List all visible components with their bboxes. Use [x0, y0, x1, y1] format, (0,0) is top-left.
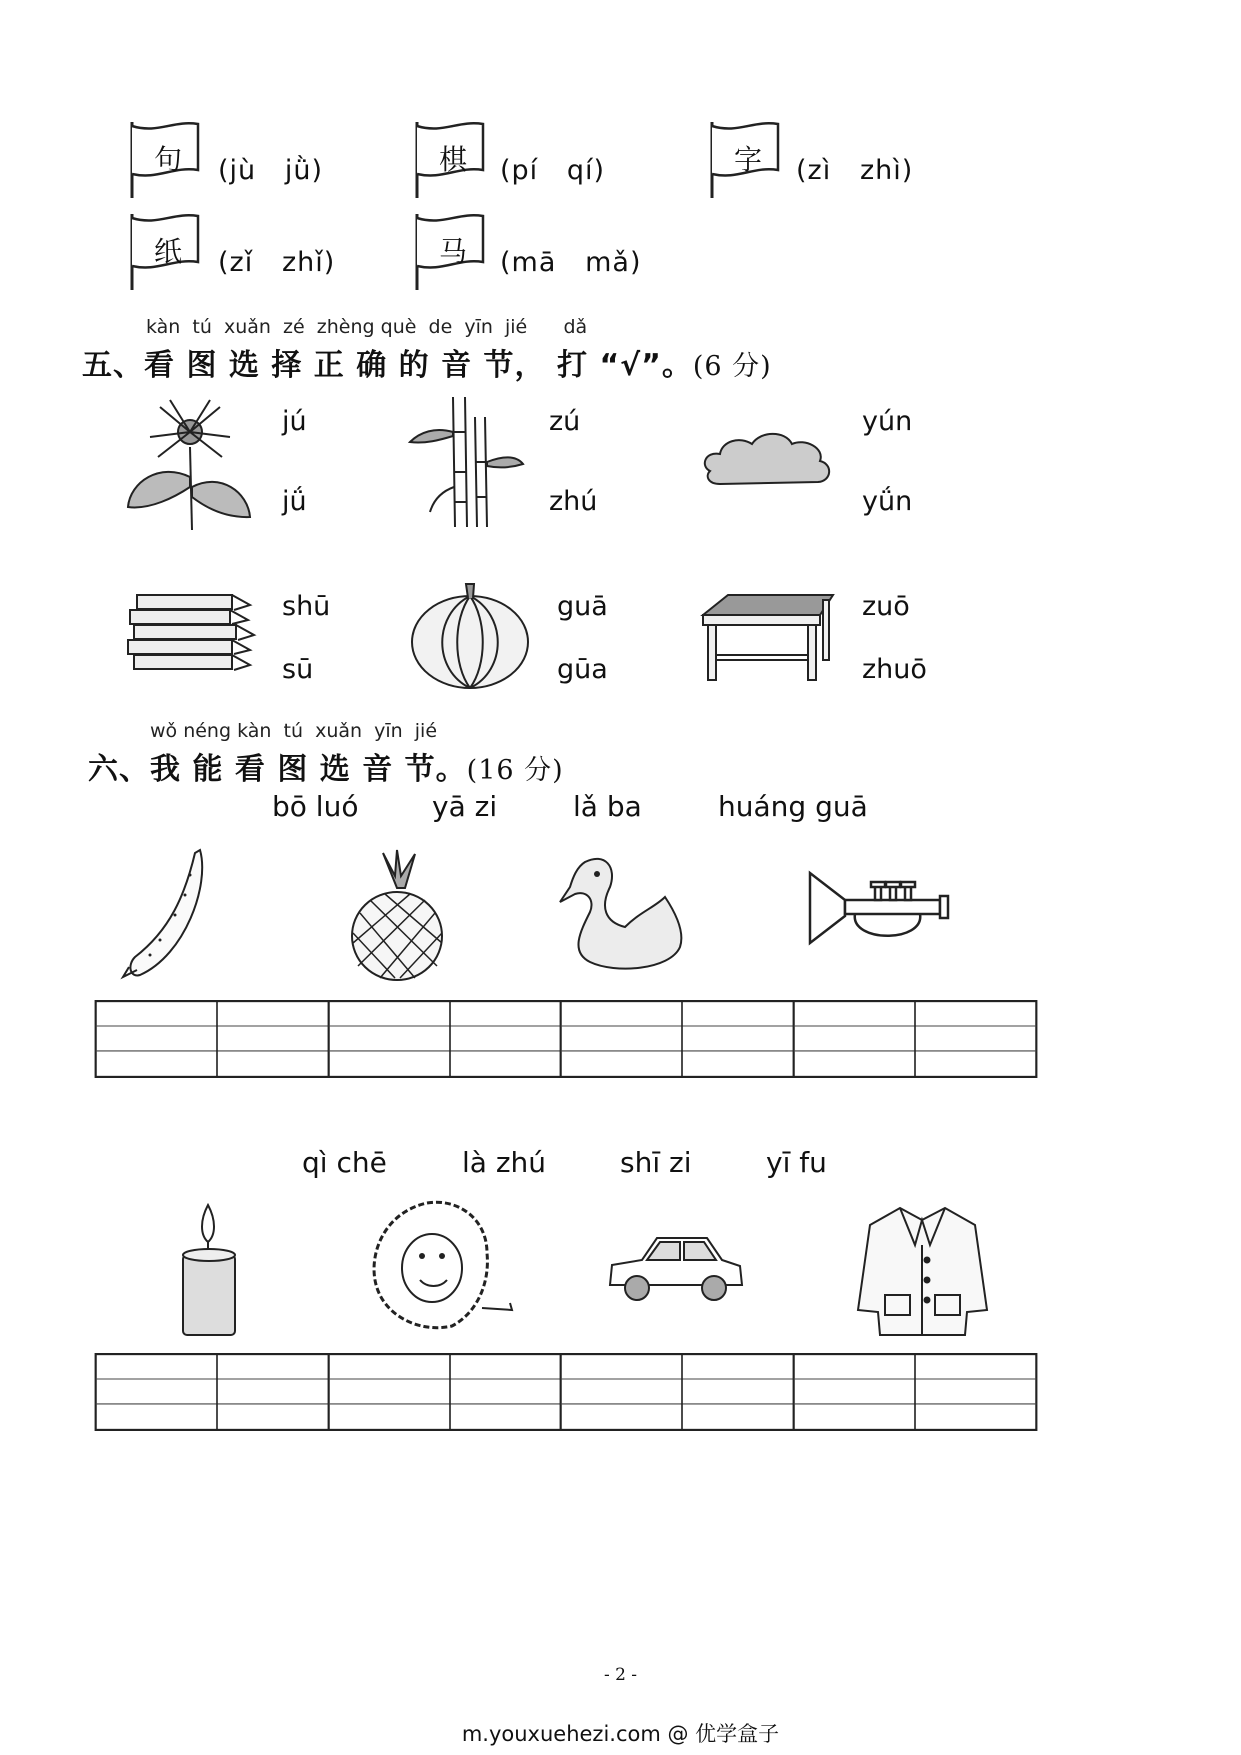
section5-score: (6 分) [692, 351, 772, 382]
flag-char: 句 [154, 143, 183, 176]
word-lazhu: là zhú [462, 1146, 547, 1179]
flag-pinyin-options[interactable]: (jù jǜ) [218, 155, 324, 186]
cloud-icon [700, 426, 835, 491]
flag-char: 马 [439, 235, 468, 268]
flag-icon [708, 120, 798, 200]
option-3b[interactable]: yǘn [862, 486, 913, 517]
flag-char: 纸 [154, 235, 183, 268]
car-icon [602, 1230, 747, 1310]
word-yifu: yī fu [766, 1146, 827, 1179]
bamboo-icon [405, 392, 525, 532]
pinyin-writing-grid[interactable] [790, 1353, 1040, 1431]
option-6a[interactable]: zuō [862, 591, 910, 622]
option-4b[interactable]: sū [282, 654, 314, 685]
pinyin-writing-grid[interactable] [325, 1353, 575, 1431]
candle-icon [175, 1200, 240, 1340]
trumpet-icon [805, 868, 950, 948]
word-yazi: yā zi [432, 790, 498, 823]
section6-pinyin: wǒ néng kàn tú xuǎn yīn jié [150, 720, 438, 742]
duck-icon [555, 852, 690, 977]
word-huanggua: huáng guā [718, 790, 868, 823]
option-1b[interactable]: jǘ [282, 486, 307, 517]
flag-pinyin-options[interactable]: (zǐ zhǐ) [218, 247, 336, 278]
section6-title-text: 六、我 能 看 图 选 音 节。 [88, 752, 467, 787]
option-2b[interactable]: zhú [549, 486, 598, 517]
option-5a[interactable]: guā [557, 591, 608, 622]
pinyin-writing-grid[interactable] [557, 1000, 807, 1078]
pinyin-writing-grid[interactable] [92, 1353, 342, 1431]
section5-title [82, 340, 772, 384]
pinyin-writing-grid[interactable] [325, 1000, 575, 1078]
section5-title-text: 五、看 图 选 择 正 确 的 音 节， 打 “√”。 [82, 348, 693, 383]
flag-icon [413, 120, 503, 200]
word-qiche: qì chē [302, 1146, 387, 1179]
section6-score: (16 分) [466, 755, 564, 786]
pumpkin-icon [408, 580, 533, 692]
pinyin-writing-grid[interactable] [790, 1000, 1040, 1078]
section6-title [88, 744, 564, 788]
jacket-icon [855, 1200, 990, 1340]
word-boluo: bō luó [272, 790, 359, 823]
section5-pinyin: kàn tú xuǎn zé zhèng què de yīn jié dǎ [146, 316, 588, 338]
pinyin-writing-grid[interactable] [92, 1000, 342, 1078]
cucumber-icon [115, 845, 215, 985]
option-5b[interactable]: gūa [557, 654, 608, 685]
flag-pinyin-options[interactable]: (mā mǎ) [500, 247, 642, 278]
option-6b[interactable]: zhuō [862, 654, 927, 685]
flag-char: 字 [734, 143, 763, 176]
books-icon [122, 590, 257, 685]
flag-icon [128, 120, 218, 200]
chrysanthemum-icon [120, 392, 260, 532]
option-3a[interactable]: yún [862, 406, 913, 437]
option-2a[interactable]: zú [549, 406, 581, 437]
pineapple-icon [345, 848, 450, 983]
word-shizi: shī zi [620, 1146, 692, 1179]
flag-pinyin-options[interactable]: (pí qí) [500, 155, 606, 186]
footer-url: m.youxuehezi.com @ 优学盒子 [461, 1722, 780, 1746]
flag-char: 棋 [439, 143, 468, 176]
table-icon [698, 590, 838, 685]
option-4a[interactable]: shū [282, 591, 331, 622]
lion-icon [362, 1198, 517, 1338]
flag-icon [413, 212, 503, 292]
word-laba: lǎ ba [573, 790, 642, 823]
flag-icon [128, 212, 218, 292]
option-1a[interactable]: jú [282, 406, 307, 437]
flag-pinyin-options[interactable]: (zì zhì) [796, 155, 914, 186]
pinyin-writing-grid[interactable] [557, 1353, 807, 1431]
page-number: - 2 - [603, 1665, 638, 1685]
